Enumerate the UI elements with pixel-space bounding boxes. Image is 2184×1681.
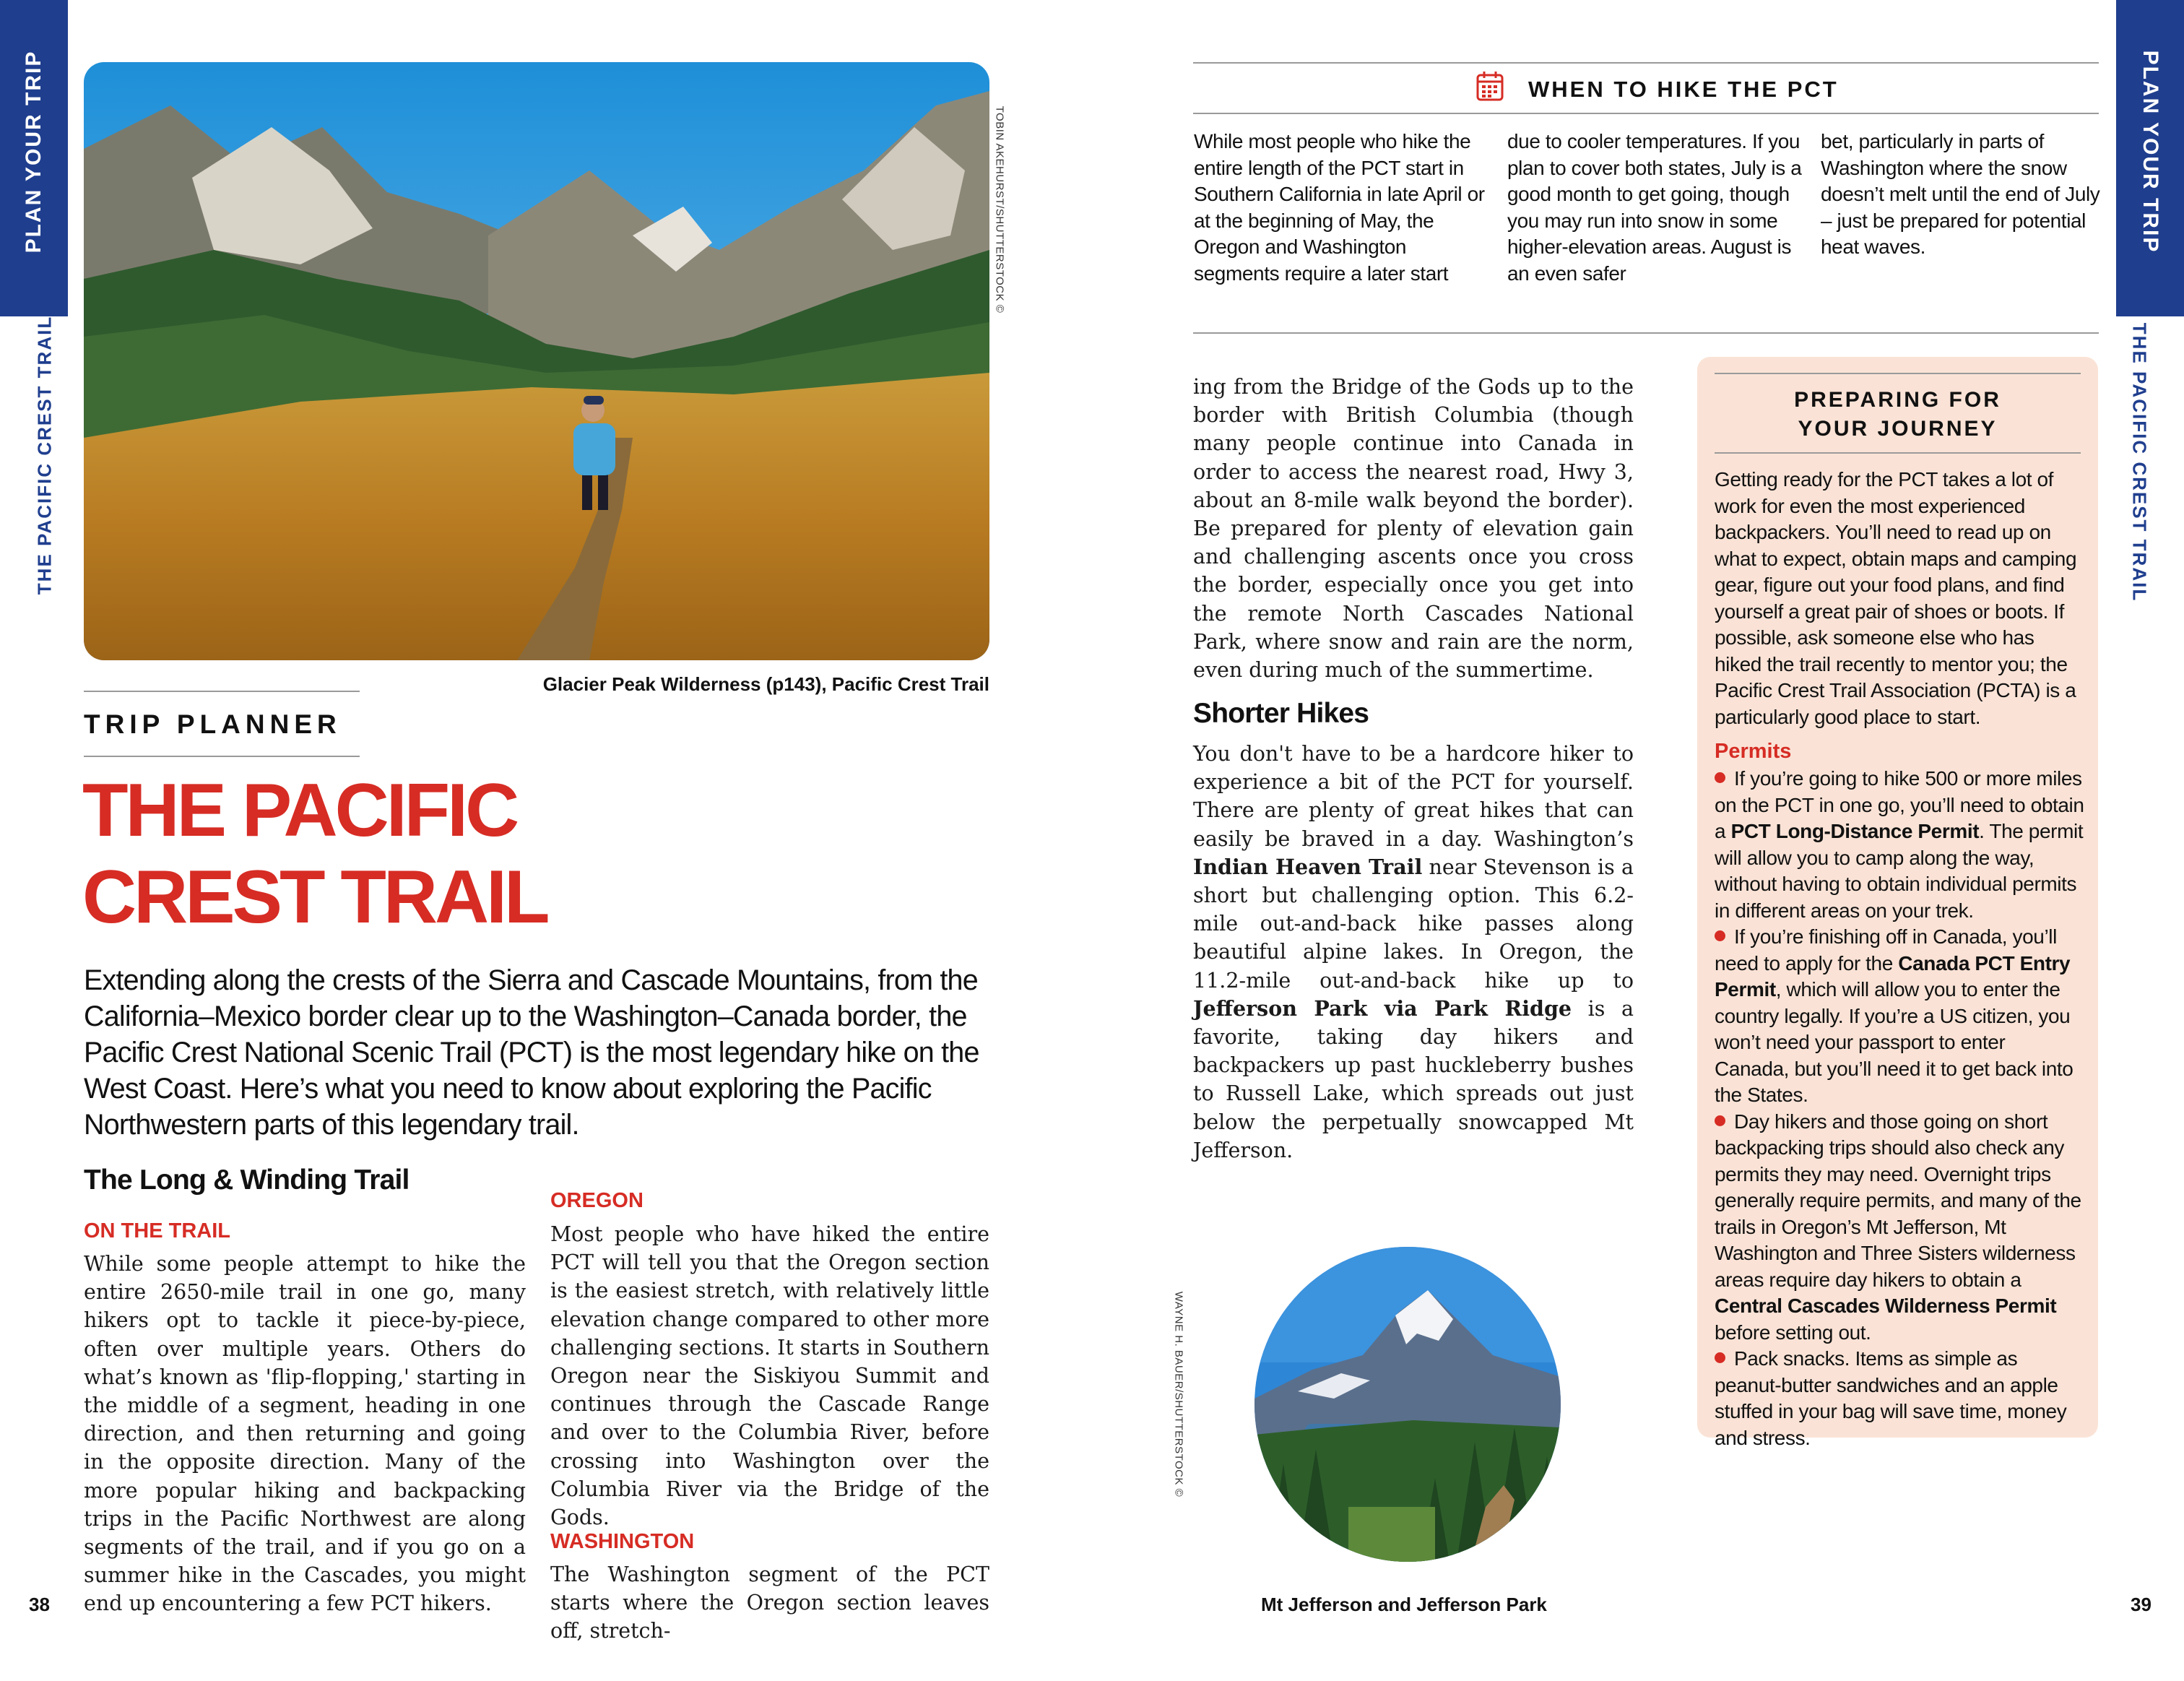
right-plan-tab — [2116, 0, 2184, 316]
circle-photo-credit: WAYNE H. BAUER/SHUTTERSTOCK © — [1172, 1291, 1185, 1498]
preparing-sidebar — [1697, 357, 2098, 1449]
bullet-dot — [1715, 1352, 1725, 1363]
hero-photo-credit: TOBIN AKEHURST/SHUTTERSTOCK © — [993, 105, 1006, 314]
sidebar-intro: Getting ready for the PCT takes a lot of work for even the most experienced backpackers. You’ll need to read up on what to expect, obtain maps and camping gear, figure out your food plans, and find yourself a great pair of shoes or boots. If possible, ask someone else who has hiked the trail recently to mentor you; the Pacific Crest Trail Association (PCTA) is a particularly good place to start. — [1715, 468, 2077, 728]
bullet-dot — [1715, 1115, 1725, 1126]
shorter-hikes-text — [1193, 740, 1634, 1164]
permit-item-1-pre: If you’re going to hike 500 or more miles on the PCT in one go, you’ll need to obtain a — [1715, 767, 2084, 842]
hero-photo-image — [84, 62, 989, 660]
when-col-1: While most people who hike the entire length of the PCT start in Southern California in late April or at the beginning of May, the Oregon and Washington segments require a later start — [1194, 130, 1485, 285]
oregon-heading: OREGON — [550, 1189, 644, 1212]
hero-photo-caption: Glacier Peak Wilderness (p143), Pacific Crest Trail — [542, 673, 989, 695]
permit-item-3 — [1715, 1109, 2084, 1347]
right-plan-tab-label: PLAN YOUR TRIP — [2138, 50, 2162, 254]
jefferson-photo-image — [1254, 1247, 1561, 1562]
jefferson-park-trail: Jefferson Park via Park Ridge — [1193, 995, 1572, 1021]
permit-item-2-pre: If you’re finishing off in Canada, you’ll need to apply for the — [1715, 925, 2057, 975]
permit-item-2 — [1715, 924, 2084, 1109]
permits-list — [1715, 766, 2084, 1451]
right-section-label: THE PACIFIC CREST TRAIL — [2128, 322, 2151, 602]
page-number-right: 39 — [2131, 1594, 2152, 1615]
sidebar-heading — [1697, 386, 2098, 444]
when-col-3: bet, particularly in parts of Washington where the snow doesn’t melt until the end of July – just be prepared for potential heat waves. — [1821, 130, 2100, 258]
section-heading-long-winding: The Long & Winding Trail — [84, 1164, 410, 1196]
trip-planner-kicker: TRIP PLANNER — [84, 709, 342, 739]
permit-item-1-post: . The permit will allow you to camp along the way, without having to obtain individual permits in different areas on your trek. — [1715, 820, 2084, 922]
kicker-rule-top — [84, 691, 360, 692]
when-rule-mid — [1193, 113, 2099, 114]
page-title-line1: THE PACIFIC — [82, 769, 517, 852]
page-number-left: 38 — [29, 1594, 50, 1615]
intro-paragraph: Extending along the crests of the Sierra and Cascade Mountains, from the California–Mexico border clear up to the Washington–Canada border, the Pacific Crest National Scenic Trail (PCT) is the most legendary hike on the West Coast. Here’s what you need to know about exploring the Pacific Northwestern parts of this legendary trail. — [84, 964, 979, 1141]
page-title — [82, 767, 547, 941]
page-title-line2: CREST TRAIL — [82, 855, 547, 939]
permit-item-3-post: before setting out. — [1715, 1321, 1871, 1344]
bullet-dot — [1715, 930, 1725, 941]
on-trail-text: While some people attempt to hike the entire 2650-mile trail in one go, many hikers opt to tackle it piece-by-piece, often over multiple years. Others do what’s known as 'flip-flopping,' starting in the middle of a segment, heading in one direction, and then returning and going in the opposite direction. Many of the more popular hiking and backpacking trips in the Pacific Northwest are along segments of the trail, and if you go on a summer hike in the Cascades, you might end up encountering a few PCT hikers. — [84, 1252, 526, 1616]
when-col-2: due to cooler temperatures. If you plan to cover both states, July is a good month to get going, though you may run into snow in some higher-elevation areas. August is an even safer — [1507, 130, 1802, 285]
permit-item-4 — [1715, 1346, 2084, 1451]
sidebar-rule-bottom — [1715, 452, 2081, 454]
bullet-dot — [1715, 772, 1725, 783]
washington-continued-text: ing from the Bridge of the Gods up to the border with British Columbia (though many people continue into Canada in order to access the nearest road, Hwy 3, about an 8-mile walk beyond the border). Be prepared for plenty of elevation gain and challenging ascents once you cross the border, especially once you get into the remote North Cascades National Park, where snow and rain are the norm, even during much of the summertime. — [1193, 375, 1634, 683]
shorter-hikes-heading: Shorter Hikes — [1193, 698, 1369, 729]
on-trail-heading: ON THE TRAIL — [84, 1219, 230, 1243]
permit-item-3-pre: Day hikers and those going on short backpacking trips should also check any permits they may need. Overnight trips generally require permits, and many of the trails in Oregon’s Mt Jefferson, Mt Washington and Three Sisters wilderness areas require day hikers to obtain a — [1715, 1110, 2081, 1291]
shorter-hikes-text-2: near Stevenson is a short but challenging option. This 6.2-mile out-and-back hike passes along beautiful alpine lakes. In Oregon, the 11.2-mile out-and-back hike up to — [1193, 855, 1634, 993]
permit-item-2-post: , which will allow you to enter the country legally. If you’re a US citizen, you won’t need your passport to enter Canada, but you’ll need it to get back into the States. — [1715, 978, 2074, 1106]
shorter-hikes-text-3: is a favorite, taking day hikers and backpackers up past huckleberry bushes to Russell Lake, which spreads out just below the perpetually snowcapped Mt Jefferson. — [1193, 996, 1634, 1162]
sidebar-heading-line1: PREPARING FOR — [1794, 388, 2001, 412]
circle-photo-caption: Mt Jefferson and Jefferson Park — [1261, 1594, 1547, 1615]
jefferson-photo — [1254, 1247, 1561, 1562]
sidebar-heading-line2: YOUR JOURNEY — [1798, 417, 1998, 441]
when-heading: WHEN TO HIKE THE PCT — [1528, 77, 1839, 102]
permit-item-4-text: Pack snacks. Items as simple as peanut-butter sandwiches and an apple stuffed in your bag will save time, money and stress. — [1715, 1347, 2067, 1449]
washington-text: The Washington segment of the PCT starts where the Oregon section leaves off, stretch- — [550, 1563, 989, 1643]
sidebar-rule-top — [1715, 373, 2081, 374]
hero-photo — [84, 62, 989, 660]
when-rule-top — [1193, 62, 2099, 64]
calendar-icon — [1476, 71, 1504, 101]
permit-item-1 — [1715, 766, 2084, 924]
left-plan-tab-label: PLAN YOUR TRIP — [22, 50, 46, 254]
permit-item-2-bold: Canada PCT Entry Permit — [1715, 951, 2071, 1001]
shorter-hikes-text-1: You don't have to be a hardcore hiker to experience a bit of the PCT for yourself. There are plenty of great hikes that can easily be braved in a day. Washington’s — [1193, 742, 1634, 851]
when-rule-bottom — [1193, 332, 2099, 334]
permit-item-1-bold: PCT Long-Distance Permit — [1730, 820, 1980, 842]
left-section-label: THE PACIFIC CREST TRAIL — [33, 315, 56, 595]
washington-heading: WASHINGTON — [550, 1530, 695, 1553]
oregon-text: Most people who have hiked the entire PCT will tell you that the Oregon section is the easiest stretch, with relatively little elevation change compared to other more challenging sections. It starts in Southern Oregon near the Siskiyou Summit and continues through the Cascade Range and over to the Columbia River, before crossing into Washington over the Columbia River via the Bridge of the Gods. — [550, 1222, 989, 1530]
indian-heaven-trail: Indian Heaven Trail — [1193, 854, 1423, 879]
permits-heading: Permits — [1715, 740, 1792, 763]
kicker-rule-bottom — [84, 756, 360, 757]
left-plan-tab — [0, 0, 68, 316]
permit-item-3-bold: Central Cascades Wilderness Permit — [1715, 1295, 2057, 1317]
